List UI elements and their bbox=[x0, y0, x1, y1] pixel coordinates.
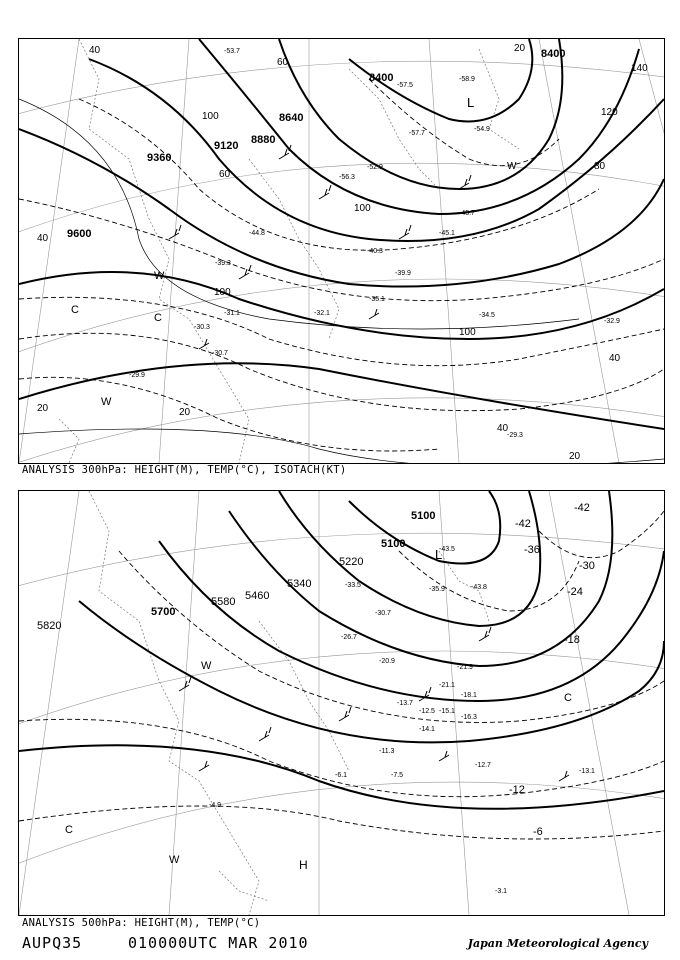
height-label: 9600 bbox=[67, 228, 92, 240]
isotach-label: 20 bbox=[514, 43, 526, 54]
temp-label: -6.1 bbox=[335, 772, 348, 779]
caption-500hpa: ANALYSIS 500hPa: HEIGHT(M), TEMP(°C) bbox=[22, 917, 261, 929]
temp-label: -18.1 bbox=[461, 692, 477, 699]
temp-contour-label: -36 bbox=[524, 544, 540, 556]
cold-center-symbol: C bbox=[65, 824, 73, 836]
temp-label: -29.9 bbox=[129, 372, 145, 379]
temp-contour-label: -18 bbox=[564, 634, 580, 646]
temp-label: -12.5 bbox=[419, 708, 435, 715]
temp-label: -21.9 bbox=[457, 664, 473, 671]
isotach-label: 20 bbox=[179, 407, 191, 418]
warm-center-symbol: W bbox=[169, 854, 180, 866]
temp-contour-label: -42 bbox=[574, 502, 590, 514]
temp-label: -30.7 bbox=[375, 610, 391, 617]
temp-label: -30.3 bbox=[194, 324, 210, 331]
temp-label: -16.3 bbox=[461, 714, 477, 721]
chart-300hpa bbox=[18, 38, 665, 464]
height-label: 9120 bbox=[214, 140, 239, 152]
temp-label: -43.5 bbox=[439, 546, 455, 553]
temp-label: -20.9 bbox=[379, 658, 395, 665]
height-label: 5700 bbox=[151, 606, 176, 618]
temp-label: -54.9 bbox=[474, 126, 490, 133]
isotach-label: 60 bbox=[219, 169, 231, 180]
wind-barbs-500 bbox=[179, 627, 569, 781]
isotach-label: 40 bbox=[37, 233, 49, 244]
map-300hpa bbox=[19, 39, 664, 463]
temp-label: -53.7 bbox=[224, 48, 240, 55]
isotach-label: 140 bbox=[631, 63, 648, 74]
isotach-label: 100 bbox=[354, 203, 371, 214]
temp-label: -40.3 bbox=[367, 248, 383, 255]
temp-contour-label: -30 bbox=[579, 560, 595, 572]
height-label: 5580 bbox=[211, 596, 236, 608]
height-label: 5340 bbox=[287, 578, 312, 590]
isotach-label: 20 bbox=[37, 403, 49, 414]
temp-label: -12.7 bbox=[475, 762, 491, 769]
temp-label: -44.8 bbox=[249, 230, 265, 237]
temp-label: -32.1 bbox=[314, 310, 330, 317]
temp-contour-label: -6 bbox=[533, 826, 543, 838]
map-500hpa bbox=[19, 491, 664, 915]
low-center-symbol: L bbox=[467, 95, 475, 110]
temp-contour-label: -42 bbox=[515, 518, 531, 530]
caption-300hpa: ANALYSIS 300hPa: HEIGHT(M), TEMP(°C), ISOTACH(KT) bbox=[22, 464, 347, 476]
temp-label: -21.1 bbox=[439, 682, 455, 689]
temp-label: -52.9 bbox=[367, 164, 383, 171]
isotach-label: 120 bbox=[601, 107, 618, 118]
isotach-label: 40 bbox=[497, 423, 509, 434]
height-label: 8400 bbox=[369, 72, 394, 84]
height-contours-300 bbox=[19, 39, 664, 429]
temp-label: -35.9 bbox=[429, 586, 445, 593]
isotach-label: 100 bbox=[459, 327, 476, 338]
warm-center-symbol: W bbox=[201, 660, 212, 672]
cold-center-symbol: C bbox=[154, 312, 162, 324]
temp-label: -15.1 bbox=[439, 708, 455, 715]
low-center-symbol: L bbox=[435, 547, 443, 562]
height-label: 8880 bbox=[251, 134, 276, 146]
agency-name: Japan Meteorological Agency bbox=[467, 937, 648, 950]
high-center-symbol: H bbox=[299, 858, 308, 872]
temp-label: -11.3 bbox=[379, 748, 395, 755]
temp-label: -13.7 bbox=[397, 700, 413, 707]
temp-label: -30.7 bbox=[212, 350, 228, 357]
temp-label: -33.5 bbox=[345, 582, 361, 589]
isotach-label: 60 bbox=[277, 57, 289, 68]
height-label: 5100 bbox=[381, 538, 406, 550]
temp-label: -57.7 bbox=[409, 130, 425, 137]
temp-label: -4.9 bbox=[209, 802, 222, 809]
height-label: 8400 bbox=[541, 48, 566, 60]
temp-label: -26.7 bbox=[341, 634, 357, 641]
temp-label: -58.9 bbox=[459, 76, 475, 83]
temp-label: -29.3 bbox=[507, 432, 523, 439]
height-label: 5100 bbox=[411, 510, 436, 522]
temp-label: -45.7 bbox=[459, 210, 475, 217]
chart-code: AUPQ35 bbox=[22, 934, 83, 952]
warm-center-symbol: W bbox=[101, 396, 112, 408]
isotach-label: 100 bbox=[202, 111, 219, 122]
coastlines bbox=[89, 491, 489, 915]
isotach-label: 40 bbox=[89, 45, 101, 56]
temp-label: -7.5 bbox=[391, 772, 404, 779]
temp-contours-300 bbox=[19, 79, 664, 451]
temp-contour-label: -24 bbox=[567, 586, 583, 598]
isotach-label: 100 bbox=[214, 287, 231, 298]
temp-label: -31.1 bbox=[224, 310, 240, 317]
height-label: 5220 bbox=[339, 556, 364, 568]
warm-center-symbol: W bbox=[154, 270, 165, 282]
isotach-label: 20 bbox=[569, 451, 581, 462]
temp-label: -57.5 bbox=[397, 82, 413, 89]
temp-label: -45.1 bbox=[439, 230, 455, 237]
graticule bbox=[19, 39, 664, 463]
cold-center-symbol: C bbox=[564, 692, 572, 704]
temp-label: -34.5 bbox=[479, 312, 495, 319]
height-label: 8640 bbox=[279, 112, 304, 124]
temp-label: -39.9 bbox=[395, 270, 411, 277]
temp-label: -43.8 bbox=[471, 584, 487, 591]
chart-valid-time: 010000UTC MAR 2010 bbox=[128, 934, 309, 952]
height-label: 5820 bbox=[37, 620, 62, 632]
temp-label: -32.9 bbox=[604, 318, 620, 325]
chart-500hpa bbox=[18, 490, 665, 916]
coastlines bbox=[59, 39, 519, 463]
temp-label: -39.3 bbox=[215, 260, 231, 267]
warm-center-symbol: W bbox=[507, 161, 517, 172]
temp-label: -13.1 bbox=[579, 768, 595, 775]
isotach-label: 40 bbox=[609, 353, 621, 364]
height-label: 5460 bbox=[245, 590, 270, 602]
cold-center-symbol: C bbox=[71, 304, 79, 316]
temp-label: -35.1 bbox=[369, 296, 385, 303]
temp-contour-label: -12 bbox=[509, 784, 525, 796]
temp-label: -14.1 bbox=[419, 726, 435, 733]
temp-label: -3.1 bbox=[495, 888, 508, 895]
isotach-label: 80 bbox=[594, 161, 606, 172]
isotachs-300 bbox=[19, 99, 664, 463]
height-label: 9360 bbox=[147, 152, 172, 164]
temp-label: -56.3 bbox=[339, 174, 355, 181]
